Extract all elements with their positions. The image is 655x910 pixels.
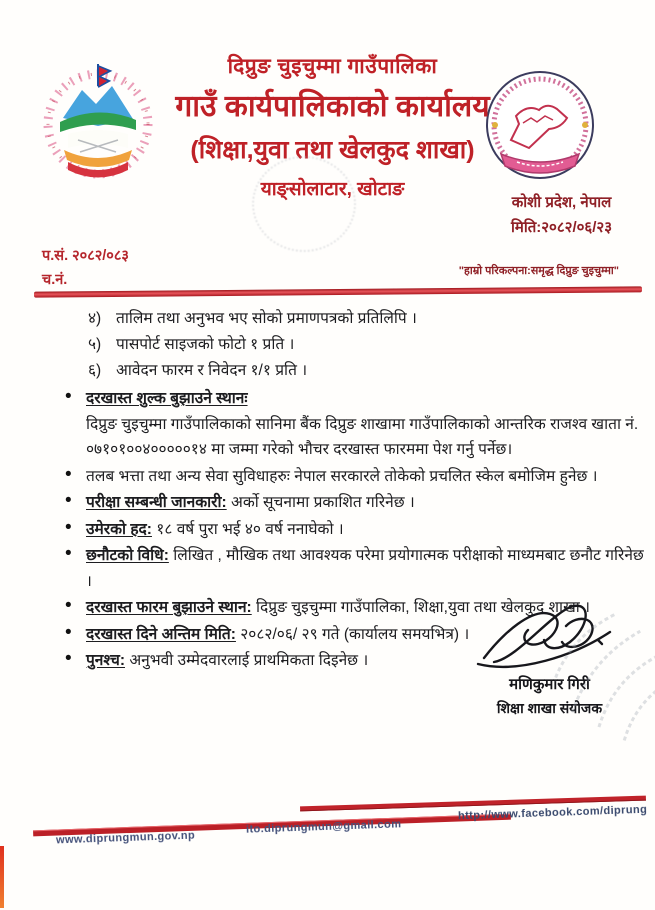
- signatory-name: मणिकुमार गिरी: [509, 676, 590, 693]
- bullet-icon: •: [65, 543, 72, 564]
- footer-facebook-url: http://www.facebook.com/diprung: [457, 803, 648, 823]
- municipality-name: दिप्रुङ चुइचुम्मा गाउँपालिका: [227, 55, 438, 78]
- item-text: तालिम तथा अनुभव भए सोको प्रमाणपत्रको प्रतिलिपि ।: [116, 310, 417, 327]
- footer-website: www.diprungmun.gov.np: [55, 829, 196, 847]
- numbered-item: [88, 306, 646, 332]
- bullet-item: [60, 517, 646, 543]
- bullet-text: दिप्रुङ चुइचुम्मा गाउँपालिका, शिक्षा,युवा तथा खेलकुद शाखा ।: [256, 599, 590, 616]
- bullet-icon: •: [65, 386, 72, 407]
- bullet-text: १८ वर्ष पुरा भई ४० वर्ष ननाघेको ।: [156, 520, 344, 538]
- signature-block: [452, 592, 647, 718]
- dispatch-number: च.नं.: [42, 272, 68, 288]
- bullet-label: पुनश्च:: [86, 652, 125, 669]
- bullet-continuation: दिप्रुङ चुइचुम्मा गाउँपालिकाको सानिमा बैंक दिप्रुङ शाखामा गाउँपालिकाको आन्तरिक राजश्व खाता नं. ०७१०१००४०००००१४ मा जम्मा गरेको भौचर दरखास्त फारममा पेश गर्नु पर्नेछ।: [86, 415, 639, 458]
- item-number: ६): [88, 362, 102, 379]
- faint-round-stamp: [252, 156, 356, 252]
- bullet-icon: •: [65, 516, 72, 538]
- ref-number: प.सं. २०८२/०८३: [42, 248, 129, 264]
- item-number: ४): [88, 310, 102, 327]
- bullet-icon: •: [65, 463, 72, 485]
- bullet-text: तलब भत्ता तथा अन्य सेवा सुविधाहरुः नेपाल सरकारले तोकेको प्रचलित स्केल बमोजिम हुनेछ ।: [86, 467, 598, 485]
- date-line: मिति:२०८२/०६/२३: [510, 219, 612, 236]
- office-name: गाउँ कार्यपालिकाको कार्यालय: [175, 90, 490, 123]
- bullet-label: दरखास्त दिने अन्तिम मिति:: [86, 625, 236, 643]
- numbered-item: [88, 332, 646, 358]
- scan-edge-artifact: [0, 846, 4, 908]
- item-text: पासपोर्ट साइजको फोटो १ प्रति ।: [116, 336, 295, 353]
- bullet-label: उमेरको हद:: [86, 520, 152, 538]
- item-text: आवेदन फारम र निवेदन १/१ प्रति ।: [116, 362, 308, 379]
- motto-text: "हाम्रो परिकल्पना:समृद्ध दिप्रुङ चुइचुम्मा": [458, 265, 619, 277]
- nepal-emblem-logo: [38, 56, 158, 188]
- numbered-item: [88, 358, 646, 384]
- bullet-icon: •: [65, 595, 72, 616]
- reference-block: [42, 244, 129, 292]
- bullet-label: छनौटको विधि:: [86, 547, 169, 564]
- bullet-item: [60, 464, 646, 490]
- bullet-label: परीक्षा सम्बन्धी जानकारी:: [86, 494, 227, 511]
- bullet-item: [60, 386, 646, 463]
- numbered-list: [88, 306, 646, 384]
- bullet-text: अनुभवी उम्मेदवारलाई प्राथमिकता दिइनेछ ।: [129, 652, 369, 669]
- province-date-block: [511, 190, 612, 240]
- bullet-label: दरखास्त शुल्क बुझाउने स्थानः: [86, 390, 248, 407]
- bullet-item: [60, 543, 646, 594]
- province-line: कोशी प्रदेश, नेपाल: [511, 194, 612, 211]
- bullet-label: दरखास्त फारम बुझाउने स्थान:: [86, 599, 252, 616]
- item-number: ५): [88, 336, 102, 353]
- bullet-text: अर्को सूचनामा प्रकाशित गरिनेछ ।: [230, 494, 415, 511]
- bullet-text: लिखित , मौखिक तथा आवश्यक परेमा प्रयोगात्मक परीक्षाको माध्यमबाट छनौट गरिनेछ ।: [86, 547, 644, 590]
- bullet-item: [60, 490, 646, 516]
- footer-email: ito.diprungmun@gmail.com: [245, 818, 402, 836]
- bullet-icon: •: [65, 648, 72, 669]
- bullet-text: २०८२/०६/ २९ गते (कार्यालय समयभित्र) ।: [240, 625, 470, 643]
- signatory-title: शिक्षा शाखा संयोजक: [496, 700, 603, 716]
- department-name: (शिक्षा,युवा तथा खेलकुद शाखा): [190, 136, 475, 164]
- signature-scribble-icon: [470, 592, 630, 680]
- bullet-icon: •: [65, 621, 72, 643]
- bullet-icon: •: [65, 490, 72, 511]
- office-address: याङ्सोलाटार, खोटाङ: [260, 179, 405, 200]
